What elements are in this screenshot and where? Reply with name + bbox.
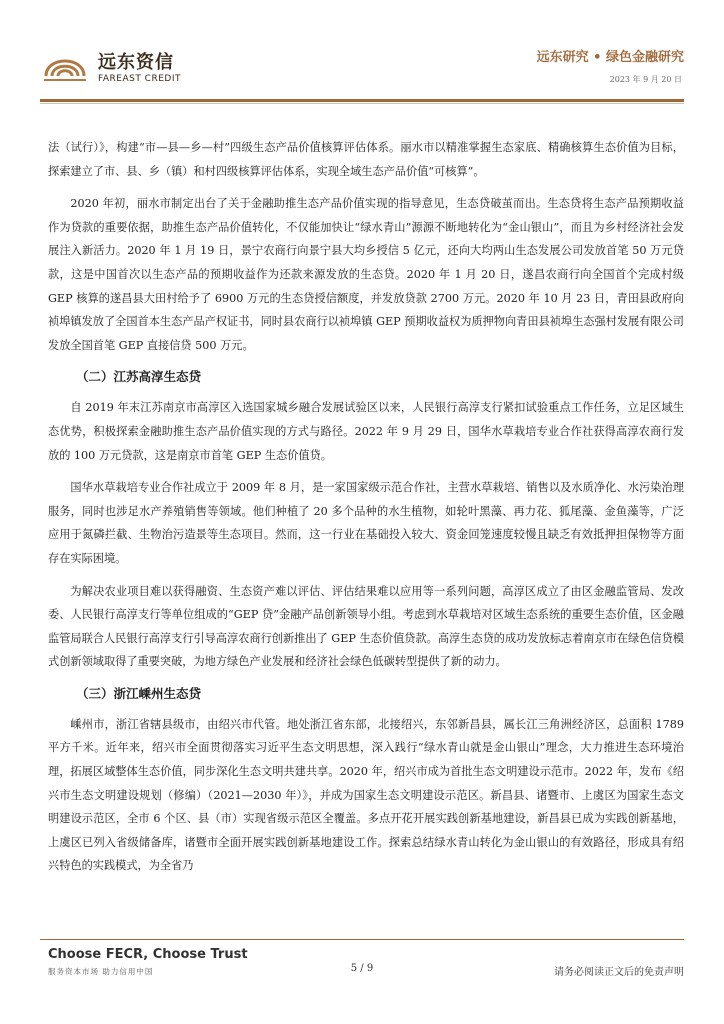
paragraph: 嵊州市，浙江省辖县级市，由绍兴市代管。地处浙江省东部，北接绍兴，东邻新昌县，属长江三角洲经济区，总面积 1789 平方千米。近年来，绍兴市全面贯彻落实习近平生态文明思想，深入践行“绿水青山就是金山银山”理念，大力推进生态环境治理，拓展区域整体生态价值，同步深化生态文明共建共享。2020 年，绍兴市成为首批生态文明建设示范市。2022 年，发布《绍兴市生态文明建设规划（修编）（2021—2030 年）》，并成为国家生态文明建设示范区。新昌县、诸暨市、上虞区为国家生态文明建设示范区，全市 6 个区、县（市）实现省级示范区全覆盖。多点开花开展实践创新基地建设，新昌县已成为实践创新基地，上虞区已列入省级储备库，诸暨市全面开展实践创新基地建设工作。探索总结绿水青山转化为金山银山的有效路径，形成具有绍兴特色的实践模式，为全省乃 [48, 717, 684, 873]
page-number: 5 / 9 [350, 963, 374, 974]
footer-tagline: 服务资本市场 助力信用中国 [48, 967, 154, 976]
paragraph: 自 2019 年末江苏南京市高淳区入选国家城乡融合发展试验区以来，人民银行高淳支行紧扣试验重点工作任务，立足区域生态优势，积极探索金融助推生态产品价值实现的方式与路径。2022 年 9 月 29 日，国华水草栽培专业合作社获得高淳农商行发放的 100 万元贷款，这是南京市首笔 GEP 生态价值贷。 [48, 401, 684, 462]
paragraph: 2020 年初，丽水市制定出台了关于金融助推生态产品价值实现的指导意见，生态贷破茧而出。生态贷将生态产品预期收益作为贷款的重要依据，助推生态产品价值转化，不仅能加快让“绿水青山”源源不断地转化为“金山银山”，而且为乡村经济社会发展注入新活力。2020 年 1 月 19 日，景宁农商行向景宁县大均乡授信 5 亿元，还向大均两山生态发展公司发放首笔 50 万元贷款，这是中国首次以生态产品的预期收益作为还款来源发放的生态贷。2020 年 1 月 20 日，遂昌农商行向全国首个完成村级 GEP 核算的遂昌县大田村给予了 6900 万元的生态贷授信额度，并发放贷款 2700 万元。2020 年 10 月 23 日，青田县政府向祯埠镇发放了全国首本生态产品产权证书，同时县农商行以祯埠镇 GEP 预期收益权为质押物向青田县祯埠生态强村发展有限公司发放全国首笔 GEP 直接信贷 500 万元。 [48, 197, 684, 352]
document-body [48, 136, 684, 887]
header-divider [40, 99, 684, 102]
paragraph: 为解决农业项目难以获得融资、生态资产难以评估、评估结果难以应用等一系列问题，高淳区成立了由区金融监管局、发改委、人民银行高淳支行等单位组成的“GEP 贷”金融产品创新领导小组。考虑到水草栽培对区域生态系统的重要生态价值，区金融监管局联合人民银行高淳支行引导高淳农商行创新推出了 GEP 生态价值贷款。高淳生态贷的成功发放标志着南京市在绿色信贷模式创新领域取得了重要突破，为地方绿色产业发展和经济社会绿色低碳转型提供了新的动力。 [48, 584, 684, 669]
section-heading: （二）江苏高淳生态贷 [76, 369, 202, 385]
report-date: 2023 年 9 月 20 日 [609, 75, 682, 84]
footer-disclaimer: 请务必阅读正文后的免责声明 [554, 967, 684, 978]
footer-slogan: Choose FECR, Choose Trust [48, 947, 248, 962]
header-divider-thin [40, 103, 684, 104]
footer-divider [40, 939, 684, 940]
page-header [0, 0, 724, 100]
section-heading: （三）浙江嵊州生态贷 [76, 685, 202, 701]
fareast-credit-logo-icon [40, 42, 90, 84]
report-series-title: 远东研究 • 绿色金融研究 [536, 50, 684, 65]
logo-english-name: FAREAST CREDIT [98, 74, 181, 84]
paragraph: 法（试行）》，构建“市—县—乡—村”四级生态产品价值核算评估体系。丽水市以精准掌握生态家底、精确核算生态价值为目标，探索建立了市、县、乡（镇）和村四级核算评估体系，实现全域生态产品价值“可核算”。 [48, 141, 684, 178]
paragraph: 国华水草栽培专业合作社成立于 2009 年 8 月，是一家国家级示范合作社，主营水草栽培、销售以及水质净化、水污染治理服务，同时也涉足水产养殖销售等领域。他们种植了 20 多个品种的水生植物，如轮叶黑藻、再力花、狐尾藻、金鱼藻等，广泛应用于氮磷拦截、生物治污造景等生态项目。然而，这一行业在基础投入较大、资金回笼速度较慢且缺乏有效抵押担保物等方面存在实际困境。 [48, 481, 684, 565]
logo-chinese-name: 远东资信 [98, 52, 174, 73]
